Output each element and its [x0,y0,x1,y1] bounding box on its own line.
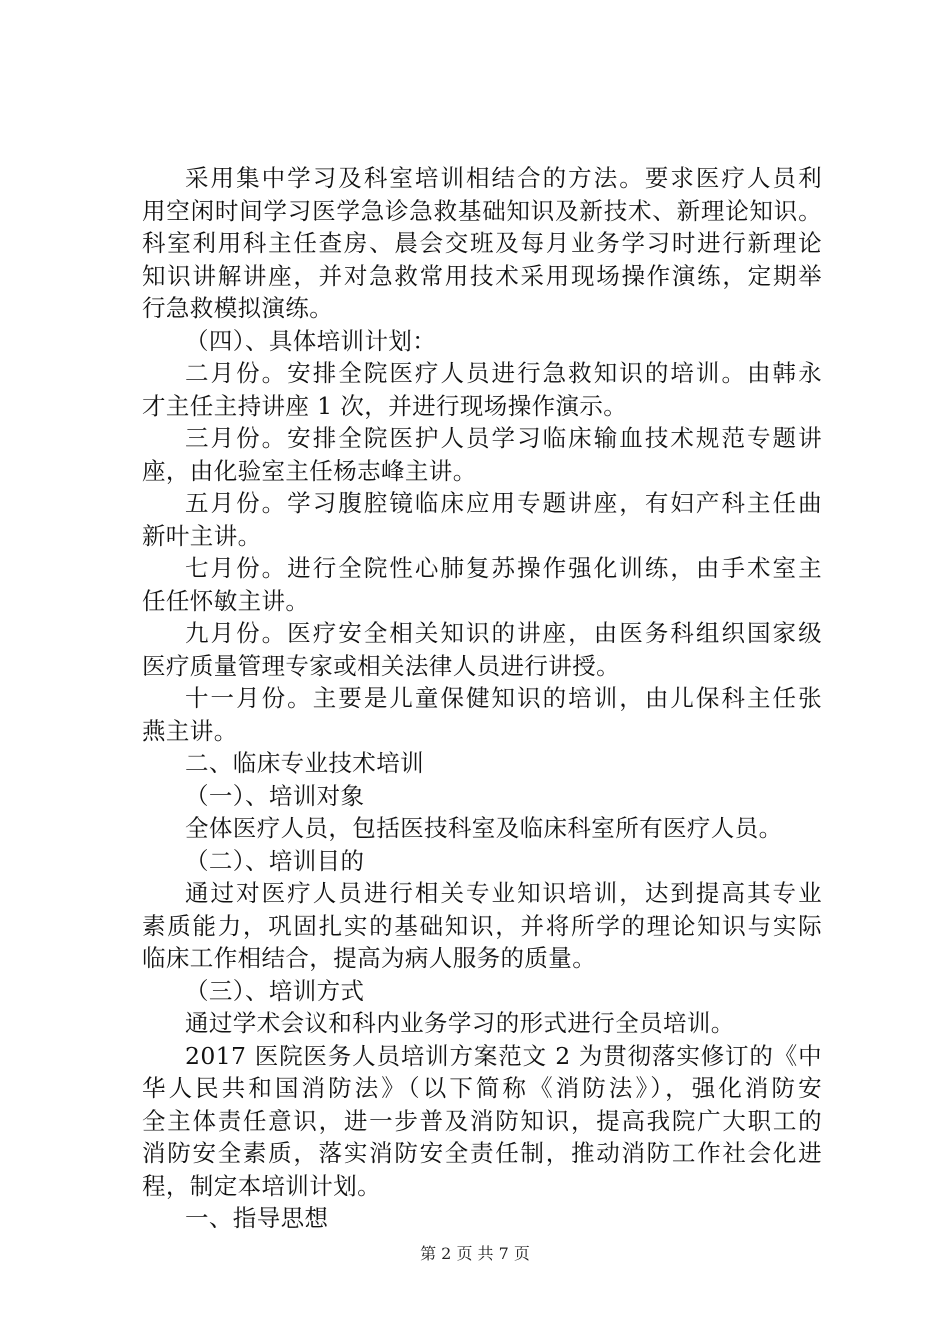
text-line: 全主体责任意识，进一步普及消防知识，提高我院广大职工的 [142,1106,822,1135]
text-line: 二月份。安排全院医疗人员进行急救知识的培训。由韩永 [185,359,822,387]
text-line: （一）、培训对象 [185,781,365,810]
text-line: 任任怀敏主讲。 [142,586,310,615]
text-line: 消防安全素质，落实消防安全责任制，推动消防工作社会化进 [142,1139,822,1167]
page-footer: 第 2 页 共 7 页 [420,1244,530,1263]
text-line: 七月份。进行全院性心肺复苏操作强化训练，由手术室主 [185,554,822,582]
text-line: 燕主讲。 [142,716,238,745]
text-line: 医疗质量管理专家或相关法律人员进行讲授。 [142,651,620,680]
document-body [142,162,822,1235]
text-line: 新叶主讲。 [142,521,262,550]
text-line: （三）、培训方式 [185,976,365,1005]
text-line: 五月份。学习腹腔镜临床应用专题讲座，有妇产科主任曲 [185,489,822,517]
text-line: 素质能力，巩固扎实的基础知识，并将所学的理论知识与实际 [142,911,822,940]
text-line: 临床工作相结合，提高为病人服务的质量。 [142,944,597,972]
text-line: 九月份。医疗安全相关知识的讲座，由医务科组织国家级 [185,619,822,647]
text-line: 用空闲时间学习医学急诊急救基础知识及新技术、新理论知识。 [142,196,822,225]
text-line: 采用集中学习及科室培训相结合的方法。要求医疗人员利 [185,164,822,192]
text-line: 十一月份。主要是儿童保健知识的培训，由儿保科主任张 [185,684,822,712]
text-line: 三月份。安排全院医护人员学习临床输血技术规范专题讲 [185,424,822,452]
text-line: 二、临床专业技术培训 [185,749,424,777]
text-line: 全体医疗人员，包括医技科室及临床科室所有医疗人员。 [185,814,783,842]
text-line: 科室利用科主任查房、晨会交班及每月业务学习时进行新理论 [142,229,822,257]
text-line: 一、指导思想 [185,1204,329,1232]
text-line: 才主任主持讲座 1 次，并进行现场操作演示。 [142,391,628,420]
text-line: 知识讲解讲座，并对急救常用技术采用现场操作演练，定期举 [142,261,822,290]
text-line: （四）、具体培训计划： [185,326,437,355]
text-line: 通过学术会议和科内业务学习的形式进行全员培训。 [185,1009,735,1037]
text-line: 行急救模拟演练。 [142,294,334,322]
text-line: 通过对医疗人员进行相关专业知识培训，达到提高其专业 [185,879,822,907]
text-line: 座，由化验室主任杨志峰主讲。 [142,456,477,485]
text-line: （二）、培训目的 [185,846,365,875]
text-line: 程，制定本培训计划。 [142,1171,381,1200]
text-line: 2017 医院医务人员培训方案范文 2 为贯彻落实修订的《中 [185,1041,822,1070]
text-line: 华人民共和国消防法》（以下简称《消防法》），强化消防安 [142,1074,822,1102]
